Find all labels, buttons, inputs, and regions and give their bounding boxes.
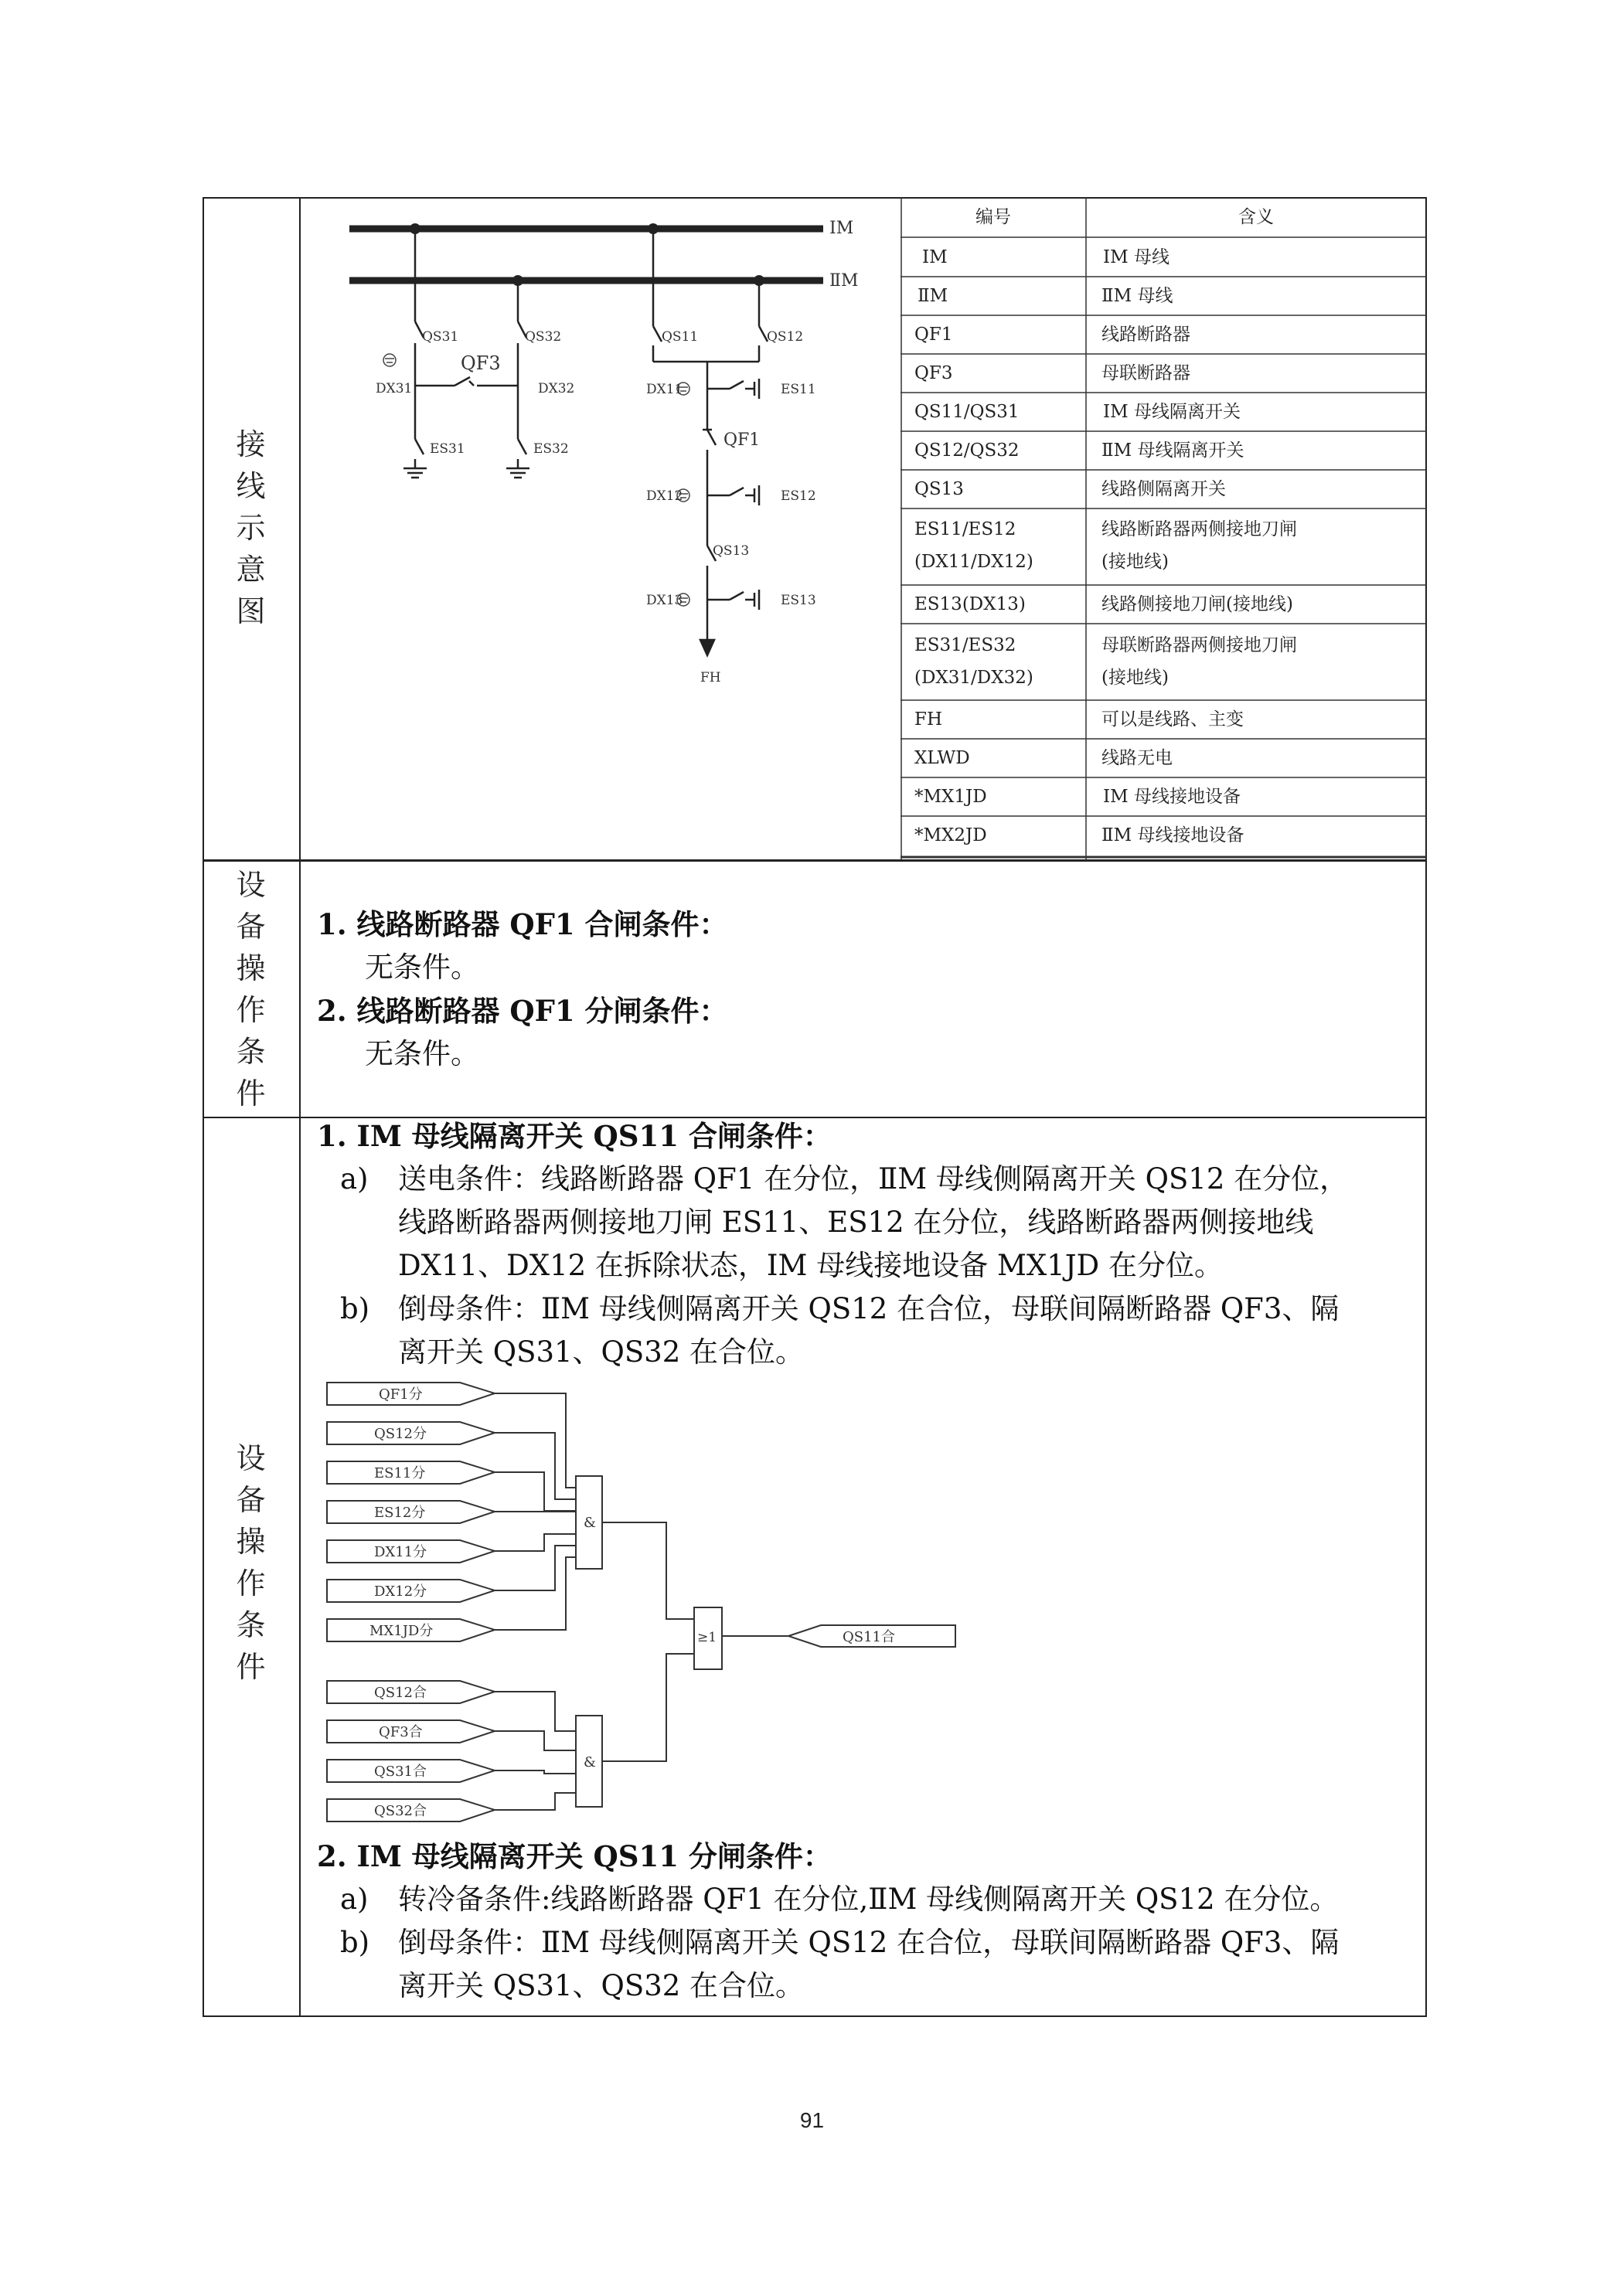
- input-label: QF1分: [379, 1386, 423, 1403]
- qs11-label: QS11: [662, 329, 699, 345]
- and-gate-label: &: [584, 1754, 597, 1770]
- qs13-label: QS13: [713, 543, 750, 559]
- legend-code: FH: [914, 709, 943, 730]
- label-char: 接: [236, 427, 266, 461]
- label-char: 备: [236, 910, 266, 944]
- legend-header-code: 编号: [975, 207, 1011, 227]
- legend-code: XLWD: [914, 748, 970, 768]
- es32-label: ES32: [533, 441, 569, 457]
- label-char: 线: [236, 469, 266, 503]
- input-label: ES12分: [374, 1505, 426, 1521]
- input-label: QS12分: [374, 1426, 427, 1442]
- legend-meaning: ⅡM 母线隔离开关: [1101, 440, 1244, 461]
- ops2-c-line: 转冷备条件:线路断路器 QF1 在分位,ⅡM 母线侧隔离开关 QS12 在分位。: [398, 1883, 1339, 1916]
- legend-code: ⅠM: [922, 247, 948, 267]
- label-char: 条: [236, 1035, 266, 1069]
- input-label: QS32合: [374, 1803, 427, 1819]
- or-gate-label: ≥1: [697, 1630, 717, 1645]
- ops1-item2-body: 无条件。: [365, 1037, 479, 1070]
- ops2-a-line: 送电条件：线路断路器 QF1 在分位，ⅡM 母线侧隔离开关 QS12 在分位，: [398, 1162, 1349, 1196]
- ops2-b-line: 倒母条件：ⅡM 母线侧隔离开关 QS12 在合位，母联间隔断路器 QF3、隔: [398, 1292, 1340, 1325]
- legend-meaning: ⅡM 母线接地设备: [1101, 825, 1244, 845]
- and-gate-label: &: [584, 1515, 597, 1531]
- legend-meaning: 线路侧隔离开关: [1101, 479, 1226, 499]
- ops2-a-line: DX11、DX12 在拆除状态，ⅠM 母线接地设备 MX1JD 在分位。: [398, 1249, 1223, 1282]
- ops2-a-line: 线路断路器两侧接地刀闸 ES11、ES12 在分位，线路断路器两侧接地线: [398, 1206, 1314, 1239]
- qs31-label: QS31: [422, 329, 459, 345]
- dx13-label: DX13: [646, 593, 683, 608]
- label-char: 图: [236, 594, 266, 628]
- bus1-label: ⅠM: [829, 219, 854, 238]
- input-label: QS31合: [374, 1764, 427, 1780]
- input-label: QF3合: [379, 1724, 423, 1740]
- label-char: 作: [236, 1566, 266, 1600]
- legend-header-meaning: 含义: [1238, 207, 1274, 227]
- es31-label: ES31: [430, 441, 465, 457]
- ops2-item1-title: 1. ⅠM 母线隔离开关 QS11 合闸条件：: [317, 1119, 832, 1153]
- qf1-label: QF1: [723, 430, 761, 450]
- legend-code: ⅡM: [918, 286, 948, 306]
- dx11-label: DX11: [646, 382, 683, 397]
- legend-code: QS13: [914, 479, 964, 499]
- input-label: ES11分: [374, 1465, 426, 1481]
- ops1-item2-title: 2. 线路断路器 QF1 分闸条件：: [317, 994, 728, 1028]
- label-char: 示: [236, 511, 266, 545]
- fh-label: FH: [700, 670, 721, 685]
- es13-label: ES13: [781, 593, 816, 608]
- input-label: QS12合: [374, 1685, 427, 1701]
- legend-code: ES11/ES12: [914, 519, 1016, 539]
- legend-code: *MX1JD: [914, 787, 987, 807]
- label-char: 条: [236, 1608, 266, 1642]
- legend-meaning: (接地线): [1101, 552, 1169, 572]
- legend-code: QS11/QS31: [914, 402, 1020, 422]
- qs12-label: QS12: [767, 329, 804, 345]
- table-border-bottom: [203, 2015, 1427, 2017]
- input-label: DX11分: [374, 1544, 427, 1560]
- logic-diagram: [0, 0, 1005, 1855]
- legend-meaning: ⅠM 母线接地设备: [1103, 787, 1241, 807]
- input-label: MX1JD分: [369, 1623, 434, 1639]
- ops2-a-marker: a): [340, 1162, 369, 1196]
- legend-meaning: 线路无电: [1101, 748, 1173, 768]
- qs32-label: QS32: [525, 329, 562, 345]
- dx31-label: DX31: [376, 381, 413, 396]
- legend-meaning: 母联断路器: [1101, 363, 1190, 383]
- bus2-label: ⅡM: [829, 271, 859, 291]
- ops2-d-marker: b): [340, 1926, 370, 1959]
- legend-code: QS12/QS32: [914, 440, 1020, 461]
- legend-meaning: 线路侧接地刀闸(接地线): [1101, 594, 1293, 614]
- qf3-label: QF3: [461, 352, 501, 374]
- legend-meaning: 线路断路器: [1101, 325, 1190, 345]
- legend-code: ES31/ES32: [914, 635, 1016, 655]
- legend-code: (DX11/DX12): [914, 552, 1033, 572]
- legend-meaning: (接地线): [1101, 668, 1169, 688]
- input-label: DX12分: [374, 1583, 427, 1600]
- label-char: 意: [236, 553, 266, 587]
- dx32-label: DX32: [538, 381, 575, 396]
- legend-meaning: 线路断路器两侧接地刀闸: [1101, 519, 1297, 539]
- label-char: 件: [236, 1650, 266, 1684]
- ops2-b-line: 离开关 QS31、QS32 在合位。: [398, 1335, 805, 1369]
- es12-label: ES12: [781, 488, 816, 504]
- es11-label: ES11: [781, 382, 816, 397]
- ops2-item2-title: 2. ⅠM 母线隔离开关 QS11 分闸条件：: [317, 1839, 832, 1873]
- dx12-label: DX12: [646, 488, 683, 504]
- legend-code: QF1: [914, 325, 953, 345]
- output-label: QS11合: [843, 1629, 895, 1645]
- label-char: 作: [236, 993, 266, 1027]
- legend-meaning: 可以是线路、主变: [1101, 709, 1244, 730]
- ops2-d-line: 离开关 QS31、QS32 在合位。: [398, 1969, 805, 2002]
- legend-code: *MX2JD: [914, 825, 987, 845]
- ops2-c-marker: a): [340, 1883, 369, 1916]
- label-char: 设: [236, 868, 266, 902]
- label-char: 件: [236, 1077, 266, 1111]
- label-char: 设: [236, 1441, 266, 1475]
- legend-code: ES13(DX13): [914, 594, 1026, 614]
- label-char: 操: [236, 1525, 266, 1559]
- page-number: 91: [799, 2108, 825, 2132]
- ops1-item1-title: 1. 线路断路器 QF1 合闸条件：: [317, 907, 728, 941]
- legend-meaning: 母联断路器两侧接地刀闸: [1101, 635, 1297, 655]
- legend-meaning: ⅠM 母线隔离开关: [1103, 402, 1241, 422]
- ops2-b-marker: b): [340, 1292, 370, 1325]
- ops1-item1-body: 无条件。: [365, 951, 479, 984]
- legend-meaning: ⅠM 母线: [1103, 247, 1169, 267]
- label-char: 操: [236, 951, 266, 985]
- legend-code: QF3: [914, 363, 953, 383]
- legend-meaning: ⅡM 母线: [1101, 286, 1173, 306]
- label-char: 备: [236, 1483, 266, 1517]
- ops2-d-line: 倒母条件：ⅡM 母线侧隔离开关 QS12 在合位，母联间隔断路器 QF3、隔: [398, 1926, 1340, 1959]
- legend-code: (DX31/DX32): [914, 668, 1033, 688]
